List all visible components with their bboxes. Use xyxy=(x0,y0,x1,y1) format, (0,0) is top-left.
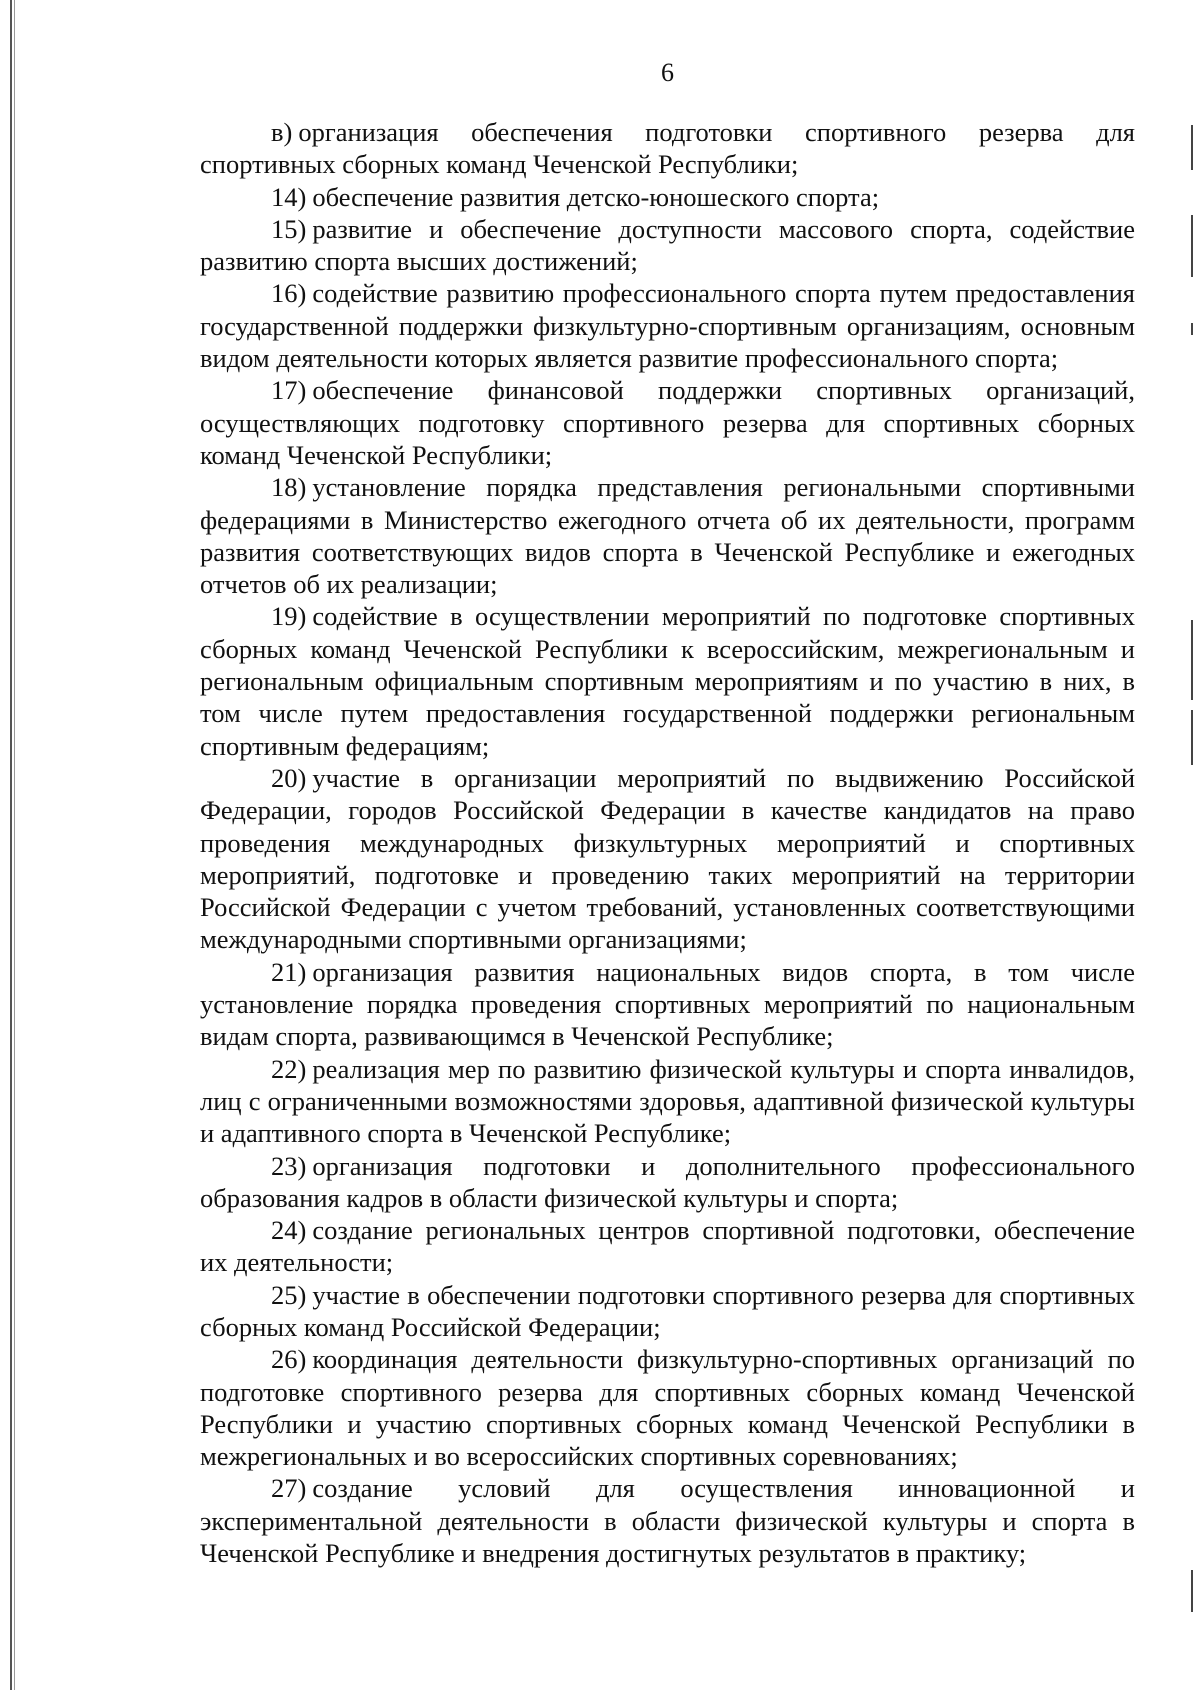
list-item xyxy=(200,956,1135,1053)
list-item xyxy=(200,374,1135,471)
item-number: 21) xyxy=(271,956,307,987)
list-item xyxy=(200,277,1135,374)
item-number: 20) xyxy=(271,762,307,793)
item-text: организация подготовки и дополнительного профессионального образования кадров в области физической культуры и спорта; xyxy=(200,1150,1135,1213)
item-text: развитие и обеспечение доступности массового спорта, содействие развитию спорта высших достижений; xyxy=(200,213,1135,277)
item-text: обеспечение финансовой поддержки спортивных организаций, осуществляющих подготовку спортивного резерва для спортивных сборных команд Чеченской Республики; xyxy=(200,375,1135,470)
scan-mark xyxy=(1191,125,1193,170)
item-text: координация деятельности физкультурно-спортивных организаций по подготовке спортивного резерва для спортивных сборных команд Чеченской Республики и участию спортивных сборных команд Чеченской Республики в межрегиональных и во всероссийских спортивных соревнованиях; xyxy=(200,1344,1135,1472)
item-number: 14) xyxy=(271,181,307,212)
scan-edge-left xyxy=(10,0,12,1690)
item-number: 18) xyxy=(271,472,307,503)
item-text: создание региональных центров спортивной подготовки, обеспечение их деятельности; xyxy=(200,1215,1135,1278)
item-number: 23) xyxy=(271,1150,307,1181)
list-item xyxy=(200,181,1135,213)
scan-mark xyxy=(1191,323,1193,335)
list-item xyxy=(200,600,1135,761)
document-body xyxy=(200,116,1135,1569)
item-text: организация обеспечения подготовки спортивного резерва для спортивных сборных команд Чеченской Республики; xyxy=(200,117,1135,180)
item-text: создание условий для осуществления инновационной и экспериментальной деятельности в области физической культуры и спорта в Чеченской Республике и внедрения достигнутых результатов в практику; xyxy=(200,1473,1135,1569)
item-text: реализация мер по развитию физической культуры и спорта инвалидов, лиц с ограниченными возможностями здоровья, адаптивной физической культуры и адаптивного спорта в Чеченской Республике; xyxy=(200,1053,1135,1149)
scan-mark xyxy=(1191,1570,1193,1612)
scan-mark xyxy=(1191,710,1193,765)
item-text: содействие развитию профессионального спорта путем предоставления государственной поддержки физкультурно-спортивным организациям, основным видом деятельности которых является развитие профессионального спорта; xyxy=(200,278,1135,374)
item-number: 26) xyxy=(271,1344,307,1375)
list-item xyxy=(200,116,1135,181)
item-number: 19) xyxy=(271,601,307,632)
list-item xyxy=(200,471,1135,600)
item-number: в) xyxy=(271,117,293,147)
scan-mark xyxy=(1191,215,1193,277)
list-item xyxy=(200,1279,1135,1344)
item-number: 25) xyxy=(271,1279,307,1310)
item-text: участие в организации мероприятий по выдвижению Российской Федерации, городов Российской Федерации в качестве кандидатов на право проведения международных физкультурных мероприятий и спортивных мероприятий, подготовке и проведению таких мероприятий на территории Российской Федерации с учетом требований, установленных соответствующими международными спортивными организациями; xyxy=(200,762,1135,955)
item-text: организация развития национальных видов спорта, в том числе установление порядка проведения спортивных мероприятий по национальным видам спорта, развивающимся в Чеченской Республике; xyxy=(200,956,1135,1052)
list-item xyxy=(200,1214,1135,1279)
item-number: 22) xyxy=(271,1053,307,1084)
list-item xyxy=(200,762,1135,956)
item-number: 15) xyxy=(271,213,307,244)
scan-edge-left-inner xyxy=(14,0,15,1690)
scan-mark xyxy=(1191,620,1193,700)
item-text: участие в обеспечении подготовки спортивного резерва для спортивных сборных команд Российской Федерации; xyxy=(200,1279,1135,1342)
list-item xyxy=(200,1150,1135,1215)
item-text: установление порядка представления региональными спортивными федерациями в Министерство ежегодного отчета об их деятельности, программ развития соответствующих видов спорта в Чеченской Республике и ежегодных отчетов об их реализации; xyxy=(200,472,1135,600)
list-item xyxy=(200,1053,1135,1150)
item-text: обеспечение развития детско-юношеского спорта; xyxy=(312,181,880,212)
page-number: 6 xyxy=(661,58,674,87)
list-item xyxy=(200,1343,1135,1472)
item-number: 16) xyxy=(271,278,307,309)
item-number: 17) xyxy=(271,375,307,406)
item-number: 27) xyxy=(271,1473,307,1504)
list-item xyxy=(200,1472,1135,1569)
item-number: 24) xyxy=(271,1215,307,1246)
list-item xyxy=(200,213,1135,278)
item-text: содействие в осуществлении мероприятий по подготовке спортивных сборных команд Чеченской Республики к всероссийским, межрегиональным и региональным официальным спортивным мероприятиям и по участию в них, в том числе путем предоставления государственной поддержки региональным спортивным федерациям; xyxy=(200,601,1135,761)
